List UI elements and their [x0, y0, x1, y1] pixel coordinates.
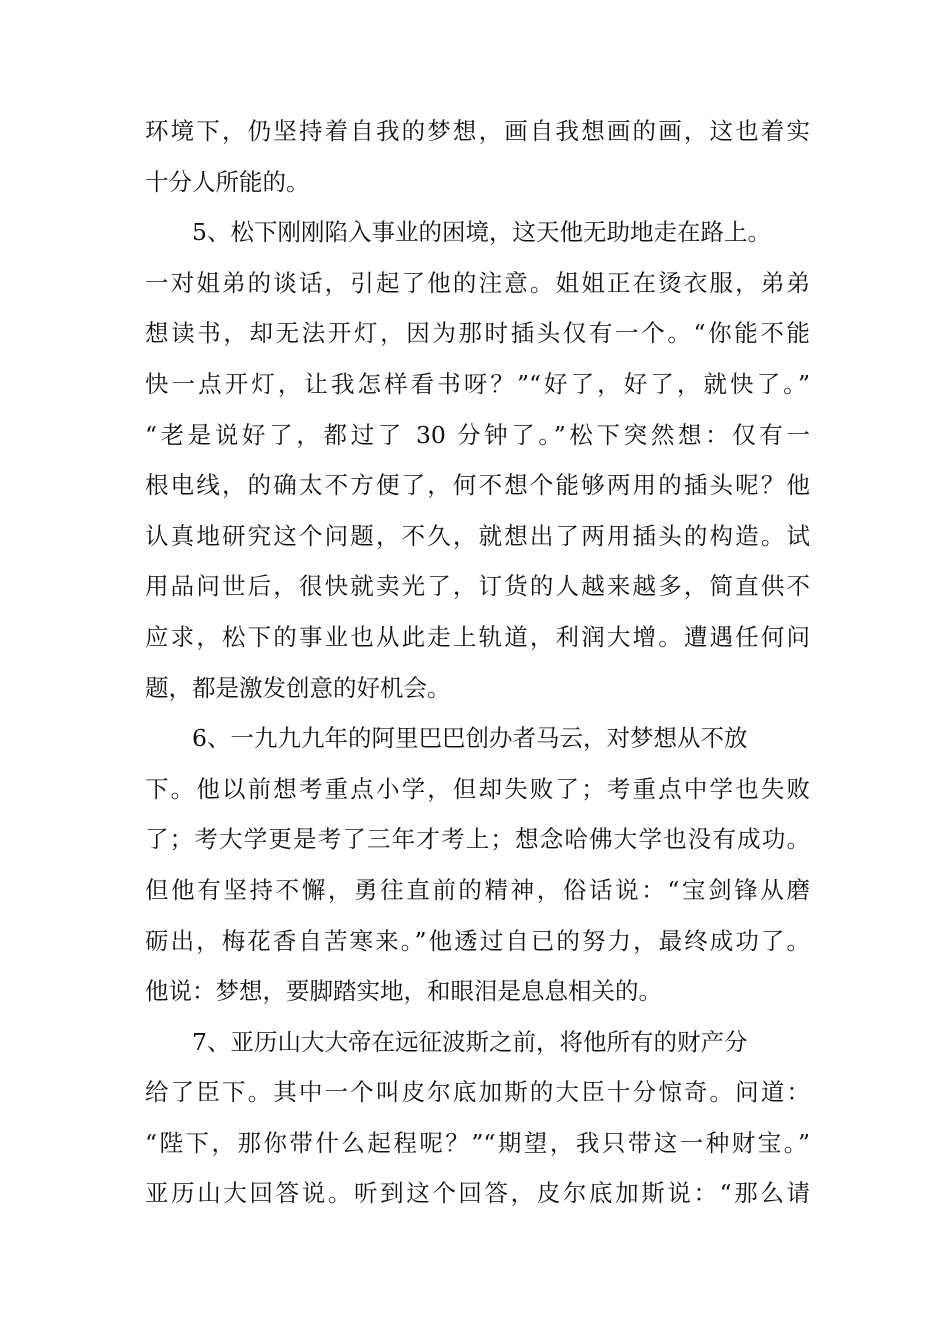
- text-line: 根电线，的确太不方便了，何不想个能够两用的插头呢？他: [145, 471, 810, 500]
- paragraph-start-line: 6、一九九九年的阿里巴巴创办者马云，对梦想从不放: [192, 724, 748, 753]
- text-line: 题，都是激发创意的好机会。: [145, 673, 451, 702]
- text-line: 应求，松下的事业也从此走上轨道，利润大增。遭遇任何问: [145, 622, 810, 651]
- text-line: 了；考大学更是考了三年才考上；想念哈佛大学也没有成功。: [145, 825, 810, 854]
- text-line: 他说：梦想，要脚踏实地，和眼泪是息息相关的。: [145, 977, 662, 1006]
- text-line: 快一点开灯，让我怎样看书呀？”“好了，好了，就快了。”: [145, 369, 810, 398]
- body-text: [145, 106, 810, 1219]
- text-line: 用品问世后，很快就卖光了，订货的人越来越多，简直供不: [145, 572, 810, 601]
- text-line: 但他有坚持不懈，勇往直前的精神，俗话说：“宝剑锋从磨: [145, 875, 810, 904]
- text-line: 十分人所能的。: [145, 167, 310, 196]
- text-line: 亚历山大回答说。听到这个回答，皮尔底加斯说：“那么请: [145, 1179, 810, 1208]
- text-line: “老是说好了，都过了 30 分钟了。”松下突然想：仅有一: [145, 420, 810, 449]
- text-line: 想读书，却无法开灯，因为那时插头仅有一个。“你能不能: [145, 319, 810, 348]
- paragraph-start-line: 7、亚历山大大帝在远征波斯之前，将他所有的财产分: [192, 1027, 748, 1056]
- text-line: 一对姐弟的谈话，引起了他的注意。姐姐正在烫衣服，弟弟: [145, 268, 810, 297]
- text-line: “陛下，那你带什么起程呢？”“期望，我只带这一种财宝。”: [145, 1128, 810, 1157]
- paragraph-start-line: 5、松下刚刚陷入事业的困境，这天他无助地走在路上。: [192, 218, 771, 247]
- text-line: 认真地研究这个问题，不久，就想出了两用插头的构造。试: [145, 521, 810, 550]
- text-line: 下。他以前想考重点小学，但却失败了；考重点中学也失败: [145, 774, 810, 803]
- text-line: 给了臣下。其中一个叫皮尔底加斯的大臣十分惊奇。问道：: [145, 1078, 810, 1107]
- text-line: 环境下，仍坚持着自我的梦想，画自我想画的画，这也着实: [145, 117, 810, 145]
- text-line: 砺出，梅花香自苦寒来。”他透过自已的努力，最终成功了。: [145, 926, 810, 955]
